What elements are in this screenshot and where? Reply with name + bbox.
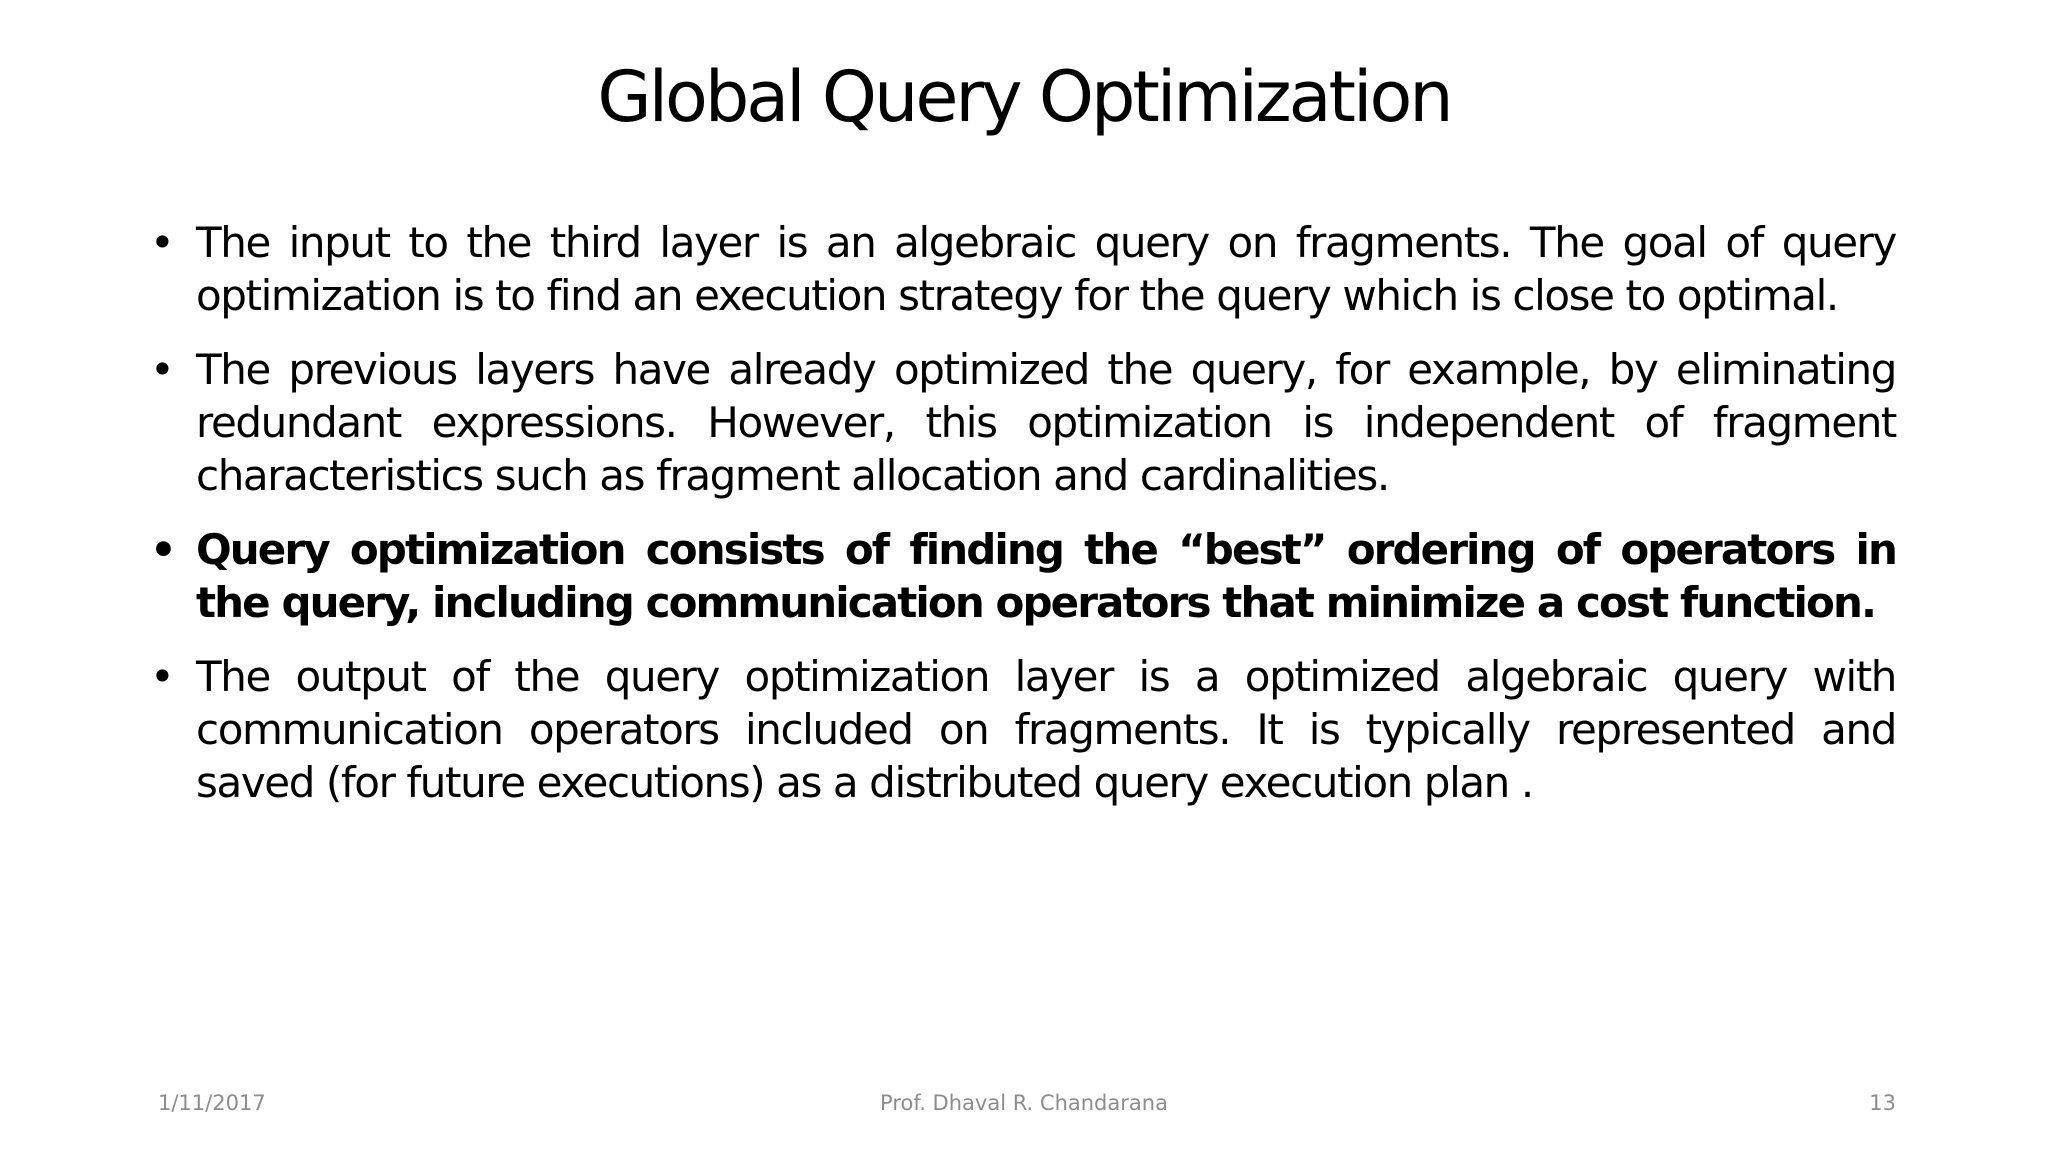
slide-title: Global Query Optimization: [597, 56, 1451, 138]
bullet-item-1: • The input to the third layer is an algebraic query on fragments. The goal of query optimization is to find an execution strategy for the query which is close to optimal.: [196, 216, 1896, 322]
footer-author: Prof. Dhaval R. Chandarana: [880, 1091, 1168, 1115]
bullet-item-3: • Query optimization consists of finding the “best” ordering of operators in the query, including communication operators that minimize a cost function.: [196, 523, 1896, 629]
bullet-list: [196, 216, 1896, 830]
footer-date: 1/11/2017: [158, 1091, 266, 1115]
footer-page-number: 13: [1869, 1091, 1896, 1115]
bullet-item-4: • The output of the query optimization layer is a optimized algebraic query with communication operators included on fragments. It is typically represented and saved (for future executions) as a distributed query execution plan .: [196, 650, 1896, 809]
bullet-item-2: • The previous layers have already optimized the query, for example, by eliminating redundant expressions. However, this optimization is independent of fragment characteristics such as fragment allocation and cardinalities.: [196, 343, 1896, 502]
